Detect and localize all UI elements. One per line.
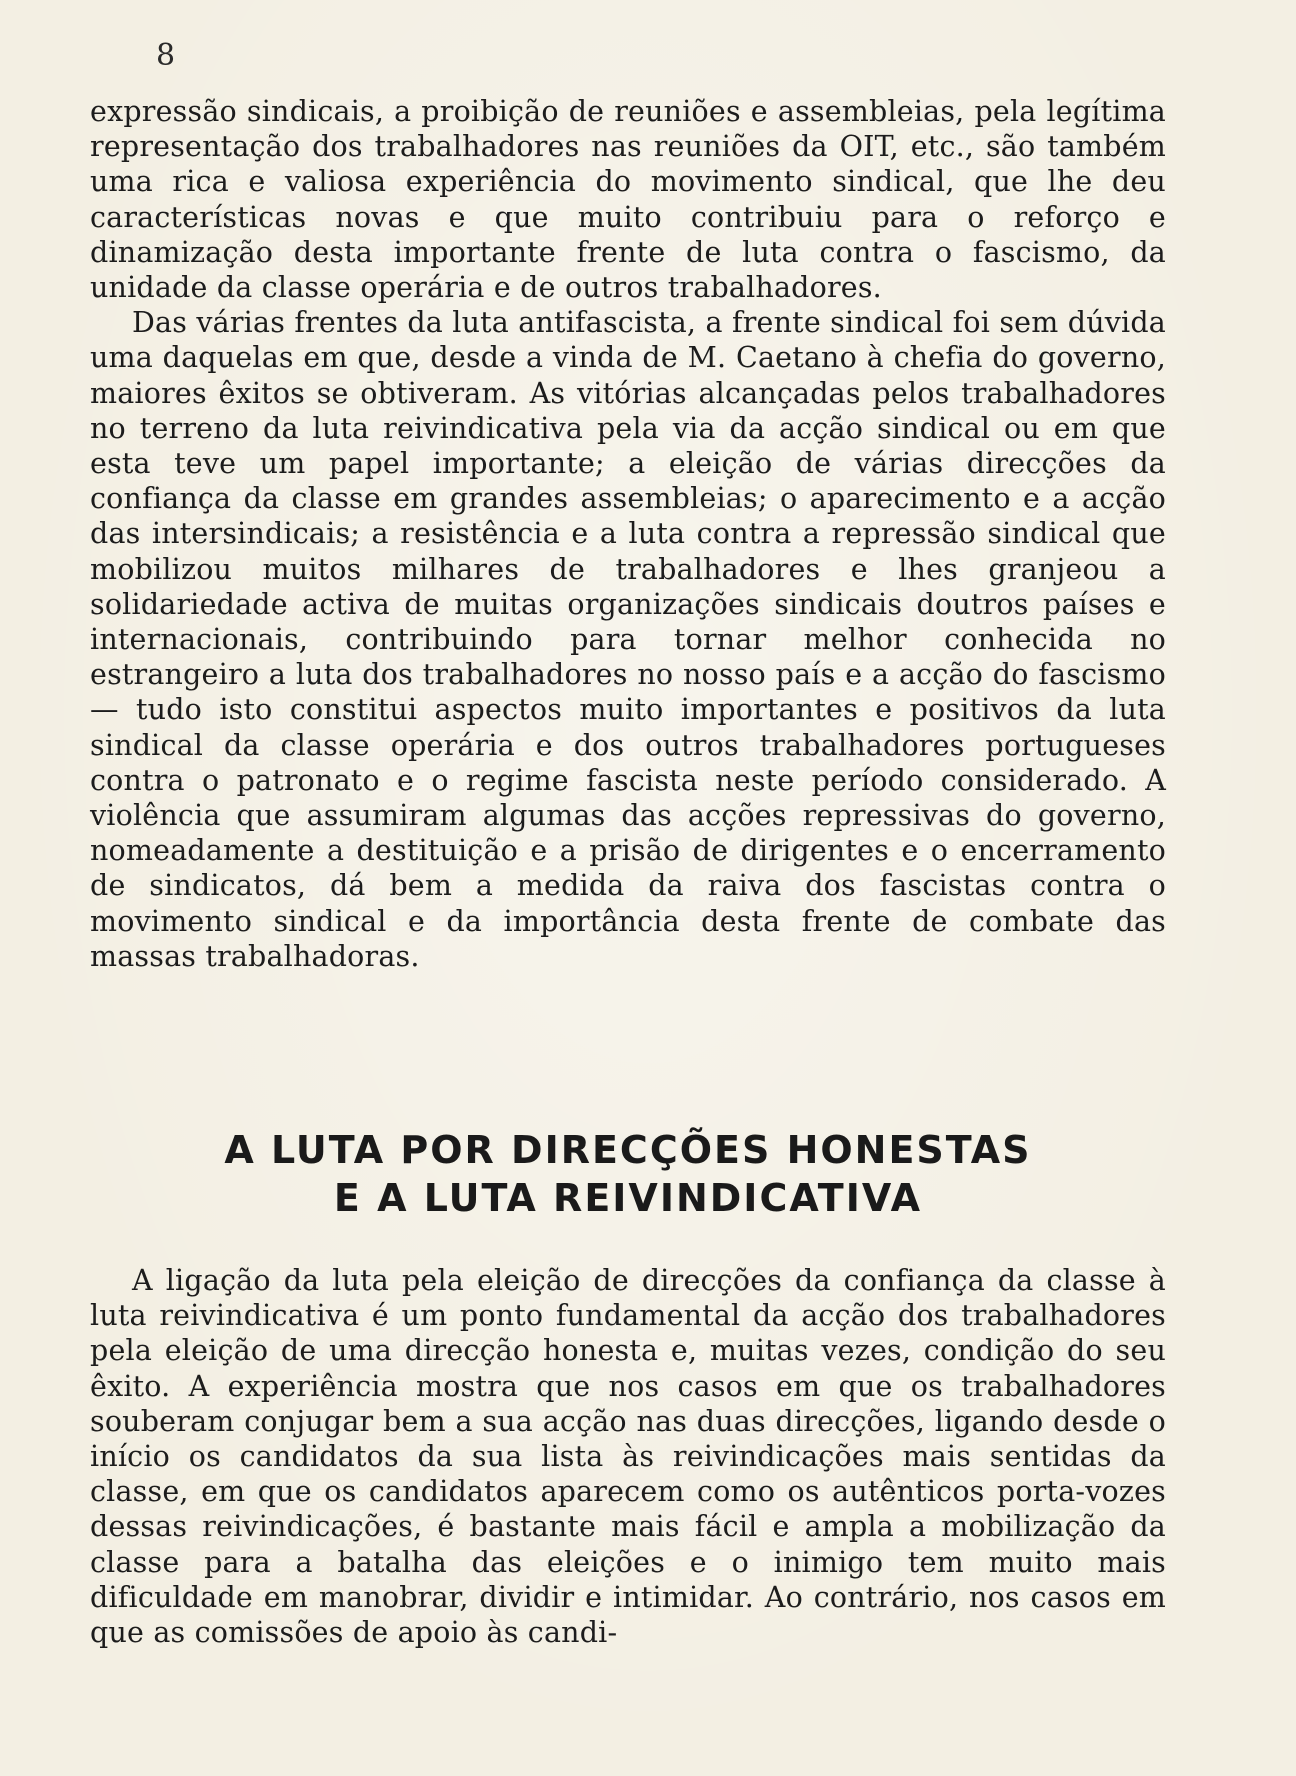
section-heading [90,1126,1166,1222]
body-text-section-1 [90,94,1166,974]
page-number: 8 [156,38,176,73]
paragraph: expressão sindicais, a proibição de reuniões e assembleias, pela legítima representação dos trabalhadores nas reuniões da OIT, etc., são também uma rica e valiosa experiência do movimento sindical, que lhe deu características novas e que muito contribuiu para o reforço e dinamização desta importante frente de luta contra o fascismo, da unidade da classe operária e de outros trabalhadores. [90,95,1166,305]
body-text-section-2 [90,1263,1166,1650]
heading-line-2: E A LUTA REIVINDICATIVA [333,1176,923,1220]
heading-line-1: A LUTA POR DIRECÇÕES HONESTAS [224,1128,1032,1172]
paragraph: Das várias frentes da luta antifascista, a frente sindical foi sem dúvida uma daquelas em que, desde a vinda de M. Caetano à chefia do governo, maiores êxitos se obtiveram. As vitórias alcançadas pelos trabalhadores no terreno da luta reivindicativa pela via da acção sindical ou em que esta teve um papel importante; a eleição de várias direcções da confiança da classe em grandes assembleias; o aparecimento e a acção das intersindicais; a resistência e a luta contra a repressão sindical que mobilizou muitos milhares de trabalhadores e lhes granjeou a solidariedade activa de muitas organizações sindicais doutros países e internacionais, contribuindo para tornar melhor conhecida no estrangeiro a luta dos trabalhadores no nosso país e a acção do fascismo — tudo isto constitui aspectos muito importantes e positivos da luta sindical da classe operária e dos outros trabalhadores portugueses contra o patronato e o regime fascista neste período considerado. A violência que assumiram algumas das acções repressivas do governo, nomeadamente a destituição e a prisão de dirigentes e o encerramento de sindicatos, dá bem a medida da raiva dos fascistas contra o movimento sindical e da importância desta frente de combate das massas trabalhadoras. [90,306,1166,973]
paragraph: A ligação da luta pela eleição de direcções da confiança da classe à luta reivindicativa é um ponto fundamental da acção dos trabalhadores pela eleição de uma direcção honesta e, muitas vezes, condição do seu êxito. A experiência mostra que nos casos em que os trabalhadores souberam conjugar bem a sua acção nas duas direcções, ligando desde o início os candidatos da sua lista às reivindicações mais sentidas da classe, em que os candidatos aparecem como os autênticos porta-vozes dessas reivindicações, é bastante mais fácil e ampla a mobilização da classe para a batalha das eleições e o inimigo tem muito mais dificuldade em manobrar, dividir e intimidar. Ao contrário, nos casos em que as comissões de apoio às candi- [90,1264,1166,1650]
